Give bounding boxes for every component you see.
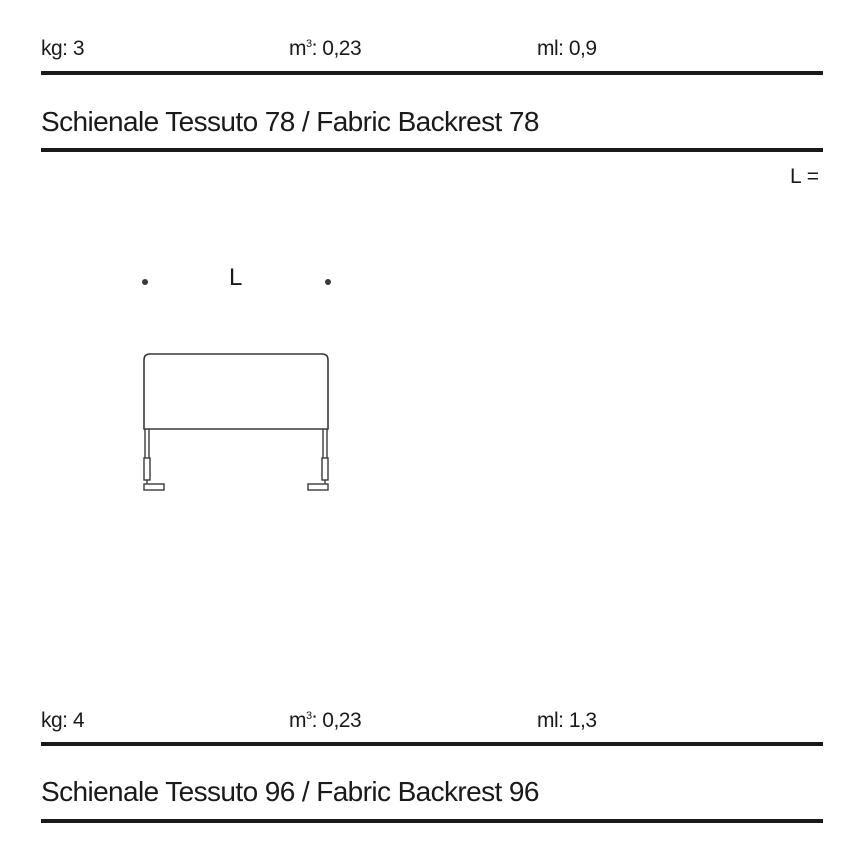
right-bracket — [322, 458, 328, 480]
divider-rule — [41, 819, 823, 823]
backrest-drawing — [130, 268, 350, 498]
dimension-formula: L = — [790, 165, 819, 188]
linear-meters-value: ml: 1,3 — [537, 709, 597, 732]
left-bracket — [144, 458, 150, 480]
divider-rule — [41, 148, 823, 152]
weight-value: kg: 4 — [41, 709, 85, 732]
divider-rule — [41, 742, 823, 746]
product-title: Schienale Tessuto 96 / Fabric Backrest 96 — [41, 776, 539, 807]
weight-value: kg: 3 — [41, 37, 85, 60]
spec-row-bottom — [41, 709, 823, 739]
divider-rule — [41, 71, 823, 75]
left-foot — [144, 484, 164, 490]
dimension-dot-right — [325, 279, 331, 285]
volume-value: $m^3$: 0,23 — [289, 709, 362, 732]
volume-value: $m^3$: 0,23 — [289, 37, 362, 60]
product-title: Schienale Tessuto 78 / Fabric Backrest 78 — [41, 106, 539, 137]
spec-row-top — [41, 37, 823, 67]
linear-meters-value: ml: 0,9 — [537, 37, 597, 60]
dimension-dot-left — [142, 279, 148, 285]
dimension-label: L — [229, 264, 243, 291]
right-foot — [308, 484, 328, 490]
backrest-panel — [144, 354, 328, 429]
